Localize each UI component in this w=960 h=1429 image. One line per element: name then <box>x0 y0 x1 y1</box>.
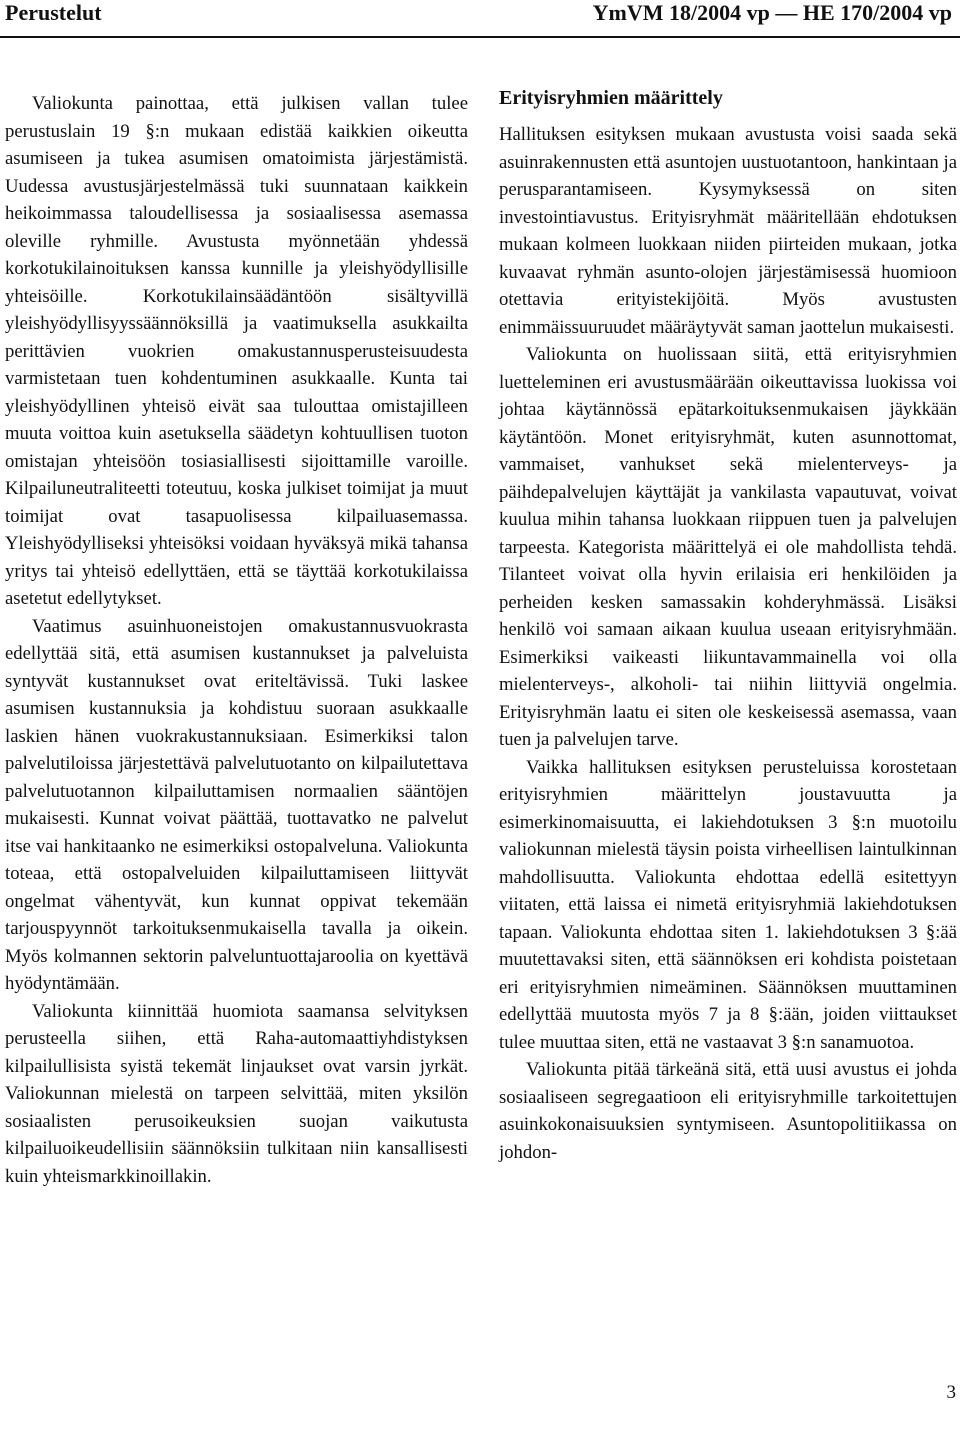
document-reference: YmVM 18/2004 vp — HE 170/2004 vp <box>592 0 952 25</box>
paragraph: Valiokunta painottaa, että julkisen vallan tulee perustuslain 19 §:n mukaan edistää kaikkien oikeutta asumiseen ja tukea asumisen omatoimista järjestämistä. Uudessa avustusjärjestelmässä tuki suunnataan kaikkein heikoimmassa taloudellisessa ja sosiaalisessa asemassa oleville ryhmille. Avustusta myönnetään yhdessä korkotukilainoituksen kanssa kunnille ja yleishyödyllisille yhteisöille. Korkotukilainsäädäntöön sisältyvillä yleishyödyllisyyssäännöksillä ja vaatimuksella asukkailta perittävien vuokrien omakustannusperusteisuudesta varmistetaan tuen kohdentuminen asukkaalle. Kunta tai yleishyödyllinen yhteisö eivät saa tulouttaa omistajilleen muuta voittoa kuin asetuksella säädetyn kohtuullisen tuoton omistajan yhteisöön tosiasiallisesti sijoittamille varoille. Kilpailuneutraliteetti toteutuu, koska julkiset toimijat ja muut toimijat ovat tasapuolisessa kilpailuasemassa. Yleishyödylliseksi yhteisöksi voidaan hyväksyä mikä tahansa yritys tai yhteisö edellyttäen, että se täyttää korkotukilaissa asetetut edellytykset. <box>5 93 468 609</box>
section-label: Perustelut <box>5 0 102 25</box>
paragraph: Hallituksen esityksen mukaan avustusta voisi saada sekä asuinrakennusten että asuntojen uustuotantoon, hankintaan ja perusparantamiseen. Kysymyksessä on siten investointiavustus. Erityisryhmät määritellään ehdotuksen mukaan kolmeen luokkaan niiden piirteiden mukaan, jotka kuvaavat ryhmän asunto-olojen järjestämisessä huomioon otettavia erityistekijöitä. Myös avustusten enimmäissuuruudet määräytyvät saman jaottelun mukaisesti. <box>499 124 957 338</box>
page-header <box>0 0 960 40</box>
section-heading: Erityisryhmien määrittely <box>499 87 723 109</box>
paragraph: Valiokunta on huolissaan siitä, että erityisryhmien luetteleminen eri avustusmäärään oikeuttavissa luokissa voi johtaa käytännössä epätarkoituksenmukaisen jäykkään käytäntöön. Monet erityisryhmät, kuten asunnottomat, vammaiset, vanhukset sekä mielenterveys- ja päihdepalvelujen käyttäjät ja vankilasta vapautuvat, voivat kuulua mihin tahansa luokkaan riippuen tuen ja palvelujen tarpeesta. Kategorista määrittelyä ei ole mahdollista tehdä. Tilanteet voivat olla hyvin erilaisia eri henkilöiden ja perheiden kesken samassakin kohderyhmässä. Lisäksi henkilö voi samaan aikaan kuulua useaan erityisryhmään. Esimerkiksi vaikeasti liikuntavammainella voi olla mielenterveys-, alkoholi- tai niihin liittyviä ongelmia. Erityisryhmän laatu ei siten ole keskeisessä asemassa, vaan tuen ja palvelujen tarve. <box>499 344 957 750</box>
paragraph: Vaikka hallituksen esityksen perusteluissa korostetaan erityisryhmien määrittelyn joustavuutta ja esimerkinomaisuutta, ei lakiehdotuksen 3 §:n muotoilu valiokunnan mielestä täysin poista virheellisen laintulkinnan mahdollisuutta. Valiokunta ehdottaa edellä esitettyyn viitaten, että laissa ei nimetä erityisryhmiä lakiehdotuksen tapaan. Valiokunta ehdottaa siten 1. lakiehdotuksen 3 §:ää muutettavaksi siten, että säännöksen eri kohdista poistetaan eri erityisryhmien nimeäminen. Säännöksen muuttaminen edellyttää muutosta myös 7 ja 8 §:ään, joiden viittaukset tulee muuttaa siten, että ne vastaavat 3 §:n sanamuotoa. <box>499 756 957 1053</box>
right-column <box>499 85 957 1166</box>
page-number: 3 <box>946 1382 956 1403</box>
paragraph: Valiokunta kiinnittää huomiota saamansa selvityksen perusteella siihen, että Raha-automaattiyhdistyksen kilpailullisista syistä tekemät linjaukset ovat varsin jyrkät. Valiokunnan mielestä on tarpeen selvittää, miten yksilön sosiaalisten perusoikeuksien suojan vaikutusta kilpailuoikeudellisiin säännöksiin tulkitaan niin kansallisesti kuin yhteismarkkinoillakin. <box>5 1000 468 1187</box>
paragraph: Vaatimus asuinhuoneistojen omakustannusvuokrasta edellyttää sitä, että asumisen kustannukset ja palveluista syntyvät kustannukset ovat eriteltävissä. Tuki laskee asumisen kustannuksia ja kohdistuu suoraan asukkaalle laskien hänen vuokrakustannuksiaan. Esimerkiksi talon palvelutiloissa järjestettävä palvelutuotanto on kilpailutettava palvelutuotannon kilpailuttamisen normaalien sääntöjen mukaisesti. Kunnat voivat päättää, tuottavatko ne palvelut itse vai hankitaanko ne esimerkiksi ostopalveluna. Valiokunta toteaa, että ostopalveluiden kilpailuttamiseen liittyvät ongelmat vähentyvät, kun kunnat oppivat tekemään tarjouspyynnöt tarkoituksenmukaisella tavalla ja oikein. Myös kolmannen sektorin palveluntuottajaroolia on kyettävä hyödyntämään. <box>5 615 468 994</box>
left-column <box>5 90 468 1190</box>
header-divider <box>0 36 960 38</box>
paragraph: Valiokunta pitää tärkeänä sitä, että uusi avustus ei johda sosiaaliseen segregaatioon eli erityisryhmille tarkoitettujen asuinkokonaisuuksien syntymiseen. Asuntopolitiikassa on johdon- <box>499 1059 957 1163</box>
